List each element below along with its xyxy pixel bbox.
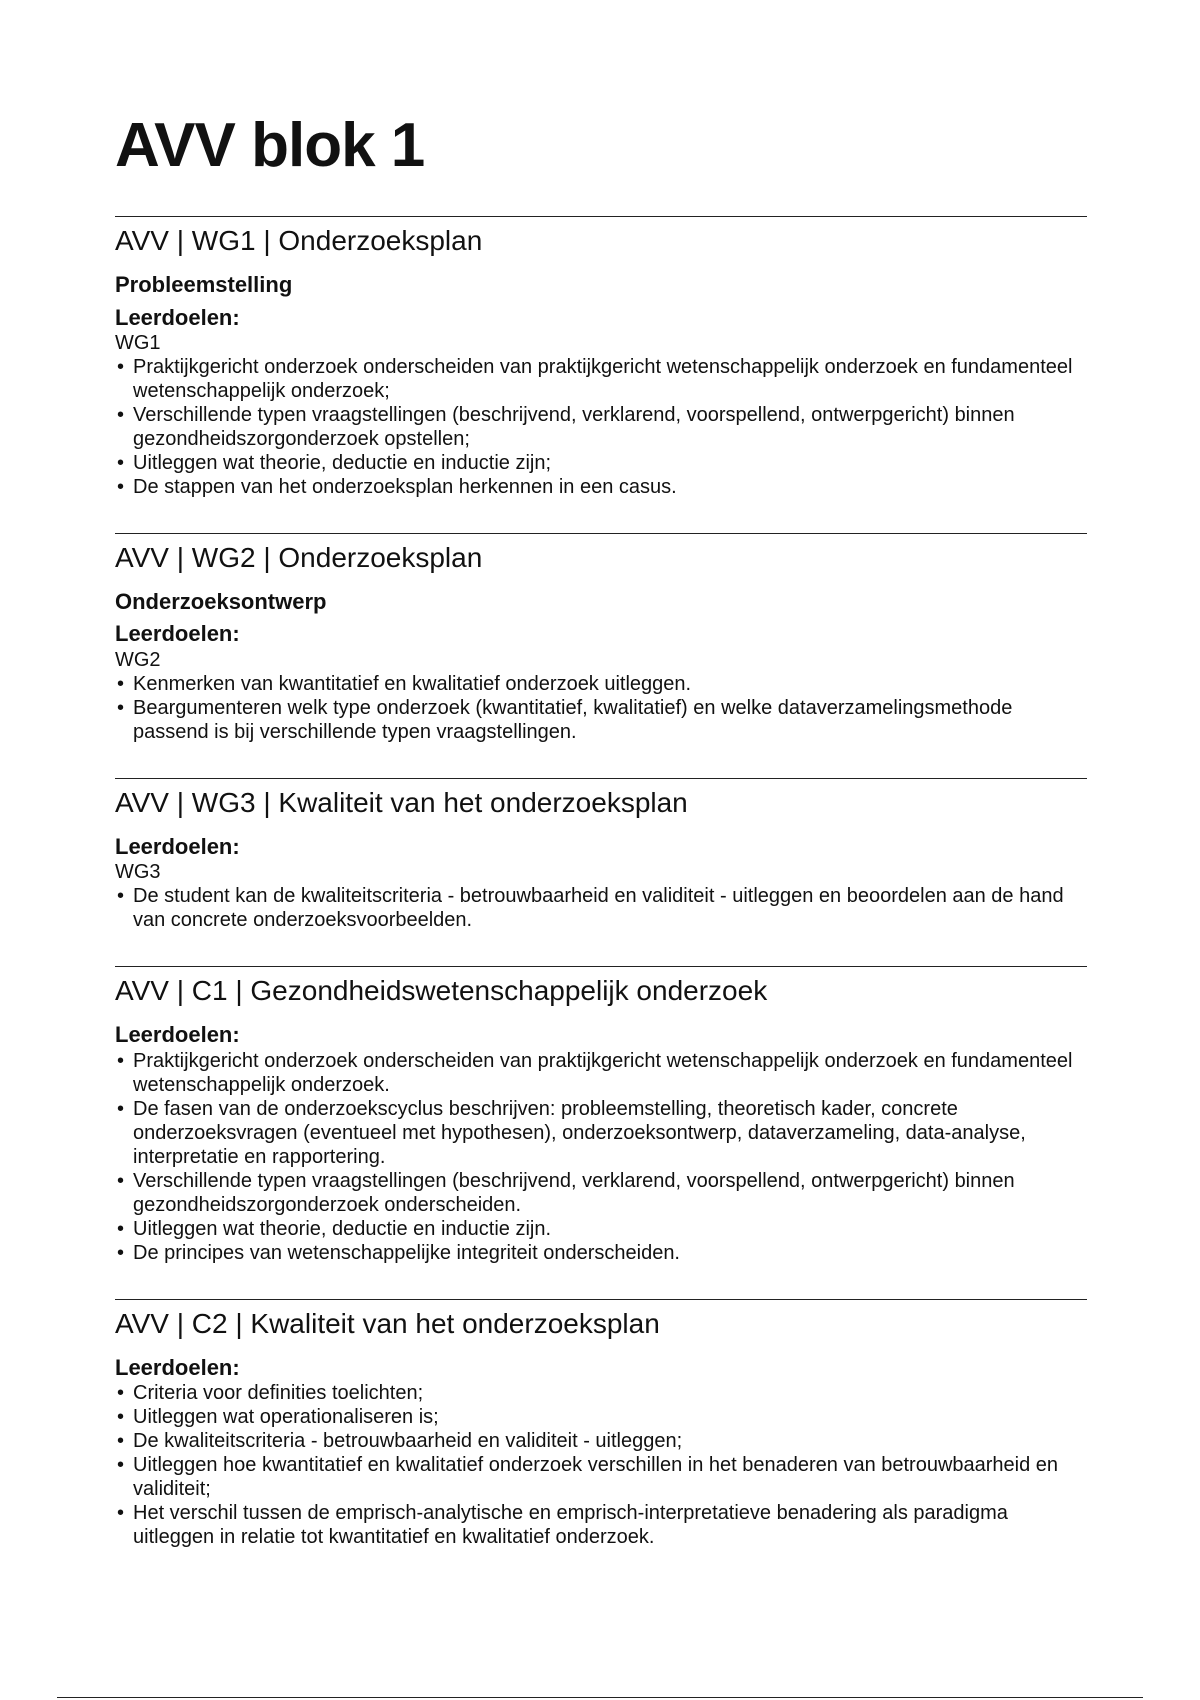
list-item: • Kenmerken van kwantitatief en kwalitatief onderzoek uitleggen. [115, 672, 1087, 696]
footer-divider [57, 1697, 1143, 1698]
list-item: • Criteria voor definities toelichten; [115, 1381, 1087, 1405]
objectives-label: Leerdoelen: [115, 1022, 240, 1048]
document-page [115, 112, 1087, 1583]
list-item: • Uitleggen wat theorie, deductie en inductie zijn; [115, 451, 1087, 475]
objectives-list [115, 1049, 1087, 1265]
section-title: AVV | WG2 | Onderzoeksplan [115, 541, 483, 573]
objectives-list [115, 1381, 1087, 1549]
section-wg3 [115, 778, 1087, 932]
objectives-list [115, 672, 1087, 744]
list-item: • Verschillende typen vraagstellingen (beschrijvend, verklarend, voorspellend, ontwerpgericht) binnen gezondheidszorgonderzoek onderscheiden. [115, 1169, 1087, 1217]
list-item: • Uitleggen wat theorie, deductie en inductie zijn. [115, 1217, 1087, 1241]
document-title: AVV blok 1 [115, 111, 425, 180]
objectives-code: WG3 [115, 861, 161, 884]
list-item: • De stappen van het onderzoeksplan herkennen in een casus. [115, 475, 1087, 499]
list-item: • Praktijkgericht onderzoek onderscheiden van praktijkgericht wetenschappelijk onderzoek en fundamenteel wetenschappelijk onderzoek. [115, 1049, 1087, 1097]
list-item: • Uitleggen hoe kwantitatief en kwalitatief onderzoek verschillen in het benaderen van betrouwbaarheid en validiteit; [115, 1453, 1087, 1501]
section-c2 [115, 1299, 1087, 1549]
section-subheading: Probleemstelling [115, 272, 293, 298]
objectives-list [115, 355, 1087, 499]
list-item: • Het verschil tussen de emprisch-analytische en emprisch-interpretatieve benadering als paradigma uitleggen in relatie tot kwantitatief en kwalitatief onderzoek. [115, 1501, 1087, 1549]
section-subheading: Onderzoeksontwerp [115, 588, 327, 614]
section-c1 [115, 966, 1087, 1264]
objectives-code: WG2 [115, 648, 161, 671]
list-item: • De kwaliteitscriteria - betrouwbaarheid en validiteit - uitleggen; [115, 1429, 1087, 1453]
section-wg1 [115, 216, 1087, 499]
objectives-label: Leerdoelen: [115, 833, 240, 859]
section-title: AVV | C1 | Gezondheidswetenschappelijk onderzoek [115, 975, 768, 1007]
objectives-code: WG1 [115, 331, 161, 354]
list-item: • Verschillende typen vraagstellingen (beschrijvend, verklarend, voorspellend, ontwerpgericht) binnen gezondheidszorgonderzoek opstellen; [115, 403, 1087, 451]
section-title: AVV | C2 | Kwaliteit van het onderzoeksplan [115, 1307, 660, 1339]
list-item: • Praktijkgericht onderzoek onderscheiden van praktijkgericht wetenschappelijk onderzoek en fundamenteel wetenschappelijk onderzoek; [115, 355, 1087, 403]
section-title: AVV | WG1 | Onderzoeksplan [115, 225, 483, 257]
objectives-label: Leerdoelen: [115, 1354, 240, 1380]
list-item: • De fasen van de onderzoekscyclus beschrijven: probleemstelling, theoretisch kader, concrete onderzoeksvragen (eventueel met hypothesen), onderzoeksontwerp, dataverzameling, data-analyse, interpretatie en rapportering. [115, 1097, 1087, 1169]
section-wg2 [115, 533, 1087, 744]
list-item: • De principes van wetenschappelijke integriteit onderscheiden. [115, 1241, 1087, 1265]
section-title: AVV | WG3 | Kwaliteit van het onderzoeksplan [115, 786, 688, 818]
list-item: • Uitleggen wat operationaliseren is; [115, 1405, 1087, 1429]
objectives-label: Leerdoelen: [115, 304, 240, 330]
list-item: • De student kan de kwaliteitscriteria - betrouwbaarheid en validiteit - uitleggen en beoordelen aan de hand van concrete onderzoeksvoorbeelden. [115, 884, 1087, 932]
objectives-label: Leerdoelen: [115, 621, 240, 647]
list-item: • Beargumenteren welk type onderzoek (kwantitatief, kwalitatief) en welke dataverzamelingsmethode passend is bij verschillende typen vraagstellingen. [115, 696, 1087, 744]
objectives-list [115, 884, 1087, 932]
